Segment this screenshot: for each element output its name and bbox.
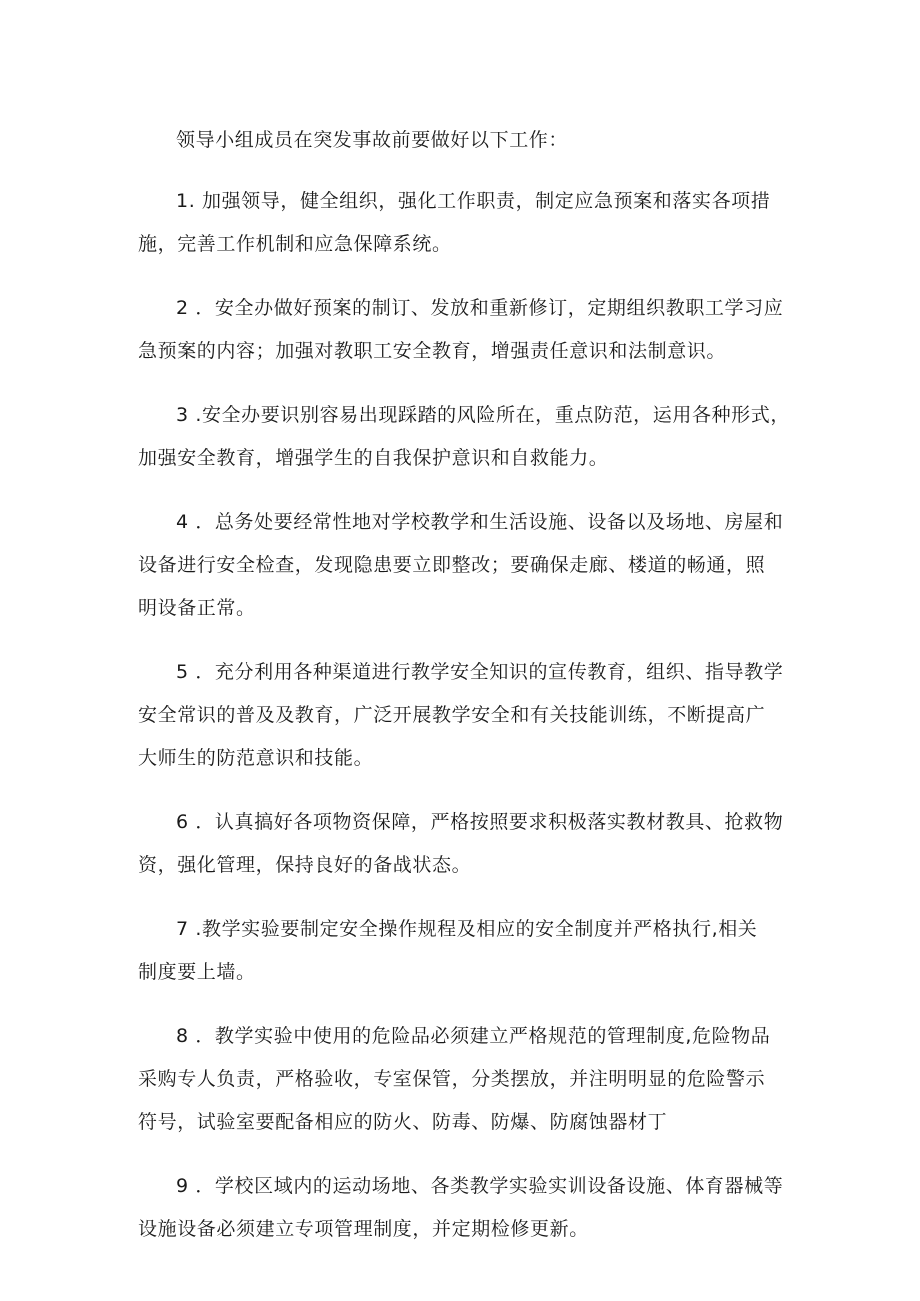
item-4-line-2: 设备进行安全检查，发现隐患要立即整改；要确保走廊、楼道的畅通，照 [138,554,766,576]
item-6-line-1: 6 ．认真搞好各项物资保障，严格按照要求积极落实教材教具、抢救物 [176,811,784,833]
item-1-line-2: 施，完善工作机制和应急保障系统。 [138,233,452,255]
item-4-line-3: 明设备正常。 [138,597,256,619]
item-2 [138,287,792,373]
item-9-line-2: 设施设备必须建立专项管理制度，并定期检修更新。 [138,1218,589,1240]
item-3 [138,394,792,480]
item-2-line-1: 2 ．安全办做好预案的制订、发放和重新修订，定期组织教职工学习应 [176,297,784,319]
item-8-line-3: 符号，试验室要配备相应的防火、防毒、防爆、防腐蚀器材丁 [138,1111,668,1133]
item-5 [138,651,792,780]
intro-paragraph [138,119,792,162]
item-5-line-2: 安全常识的普及及教育，广泛开展教学安全和有关技能训练，不断提高广 [138,704,766,726]
item-9 [138,1165,792,1251]
item-7-line-1: 7 .教学实验要制定安全操作规程及相应的安全制度并严格执行,相关 [176,918,758,940]
item-7-line-2: 制度要上墙。 [138,961,256,983]
item-4 [138,501,792,630]
item-6 [138,801,792,887]
item-8 [138,1015,792,1144]
item-8-line-1: 8 ．教学实验中使用的危险品必须建立严格规范的管理制度,危险物品 [176,1025,771,1047]
item-4-line-1: 4 ．总务处要经常性地对学校教学和生活设施、设备以及场地、房屋和 [176,511,784,533]
item-3-line-2: 加强安全教育，增强学生的自我保护意识和自救能力。 [138,447,609,469]
item-2-line-2: 急预案的内容；加强对教职工安全教育，增强责任意识和法制意识。 [138,340,727,362]
item-3-line-1: 3 .安全办要识别容易出现踩踏的风险所在，重点防范，运用各种形式， [176,404,790,426]
item-5-line-3: 大师生的防范意识和技能。 [138,747,374,769]
item-1 [138,180,792,266]
item-8-line-2: 采购专人负责，严格验收，专室保管，分类摆放，并注明明显的危险警示 [138,1068,766,1090]
item-6-line-2: 资，强化管理，保持良好的备战状态。 [138,854,472,876]
intro-line: 领导小组成员在突发事故前要做好以下工作： [176,129,569,151]
item-9-line-1: 9 ．学校区域内的运动场地、各类教学实验实训设备设施、体育器械等 [176,1175,784,1197]
item-1-line-1: 1. 加强领导，健全组织，强化工作职责，制定应急预案和落实各项措 [176,190,771,212]
item-7 [138,908,792,994]
item-5-line-1: 5 ．充分利用各种渠道进行教学安全知识的宣传教育，组织、指导教学 [176,661,784,683]
